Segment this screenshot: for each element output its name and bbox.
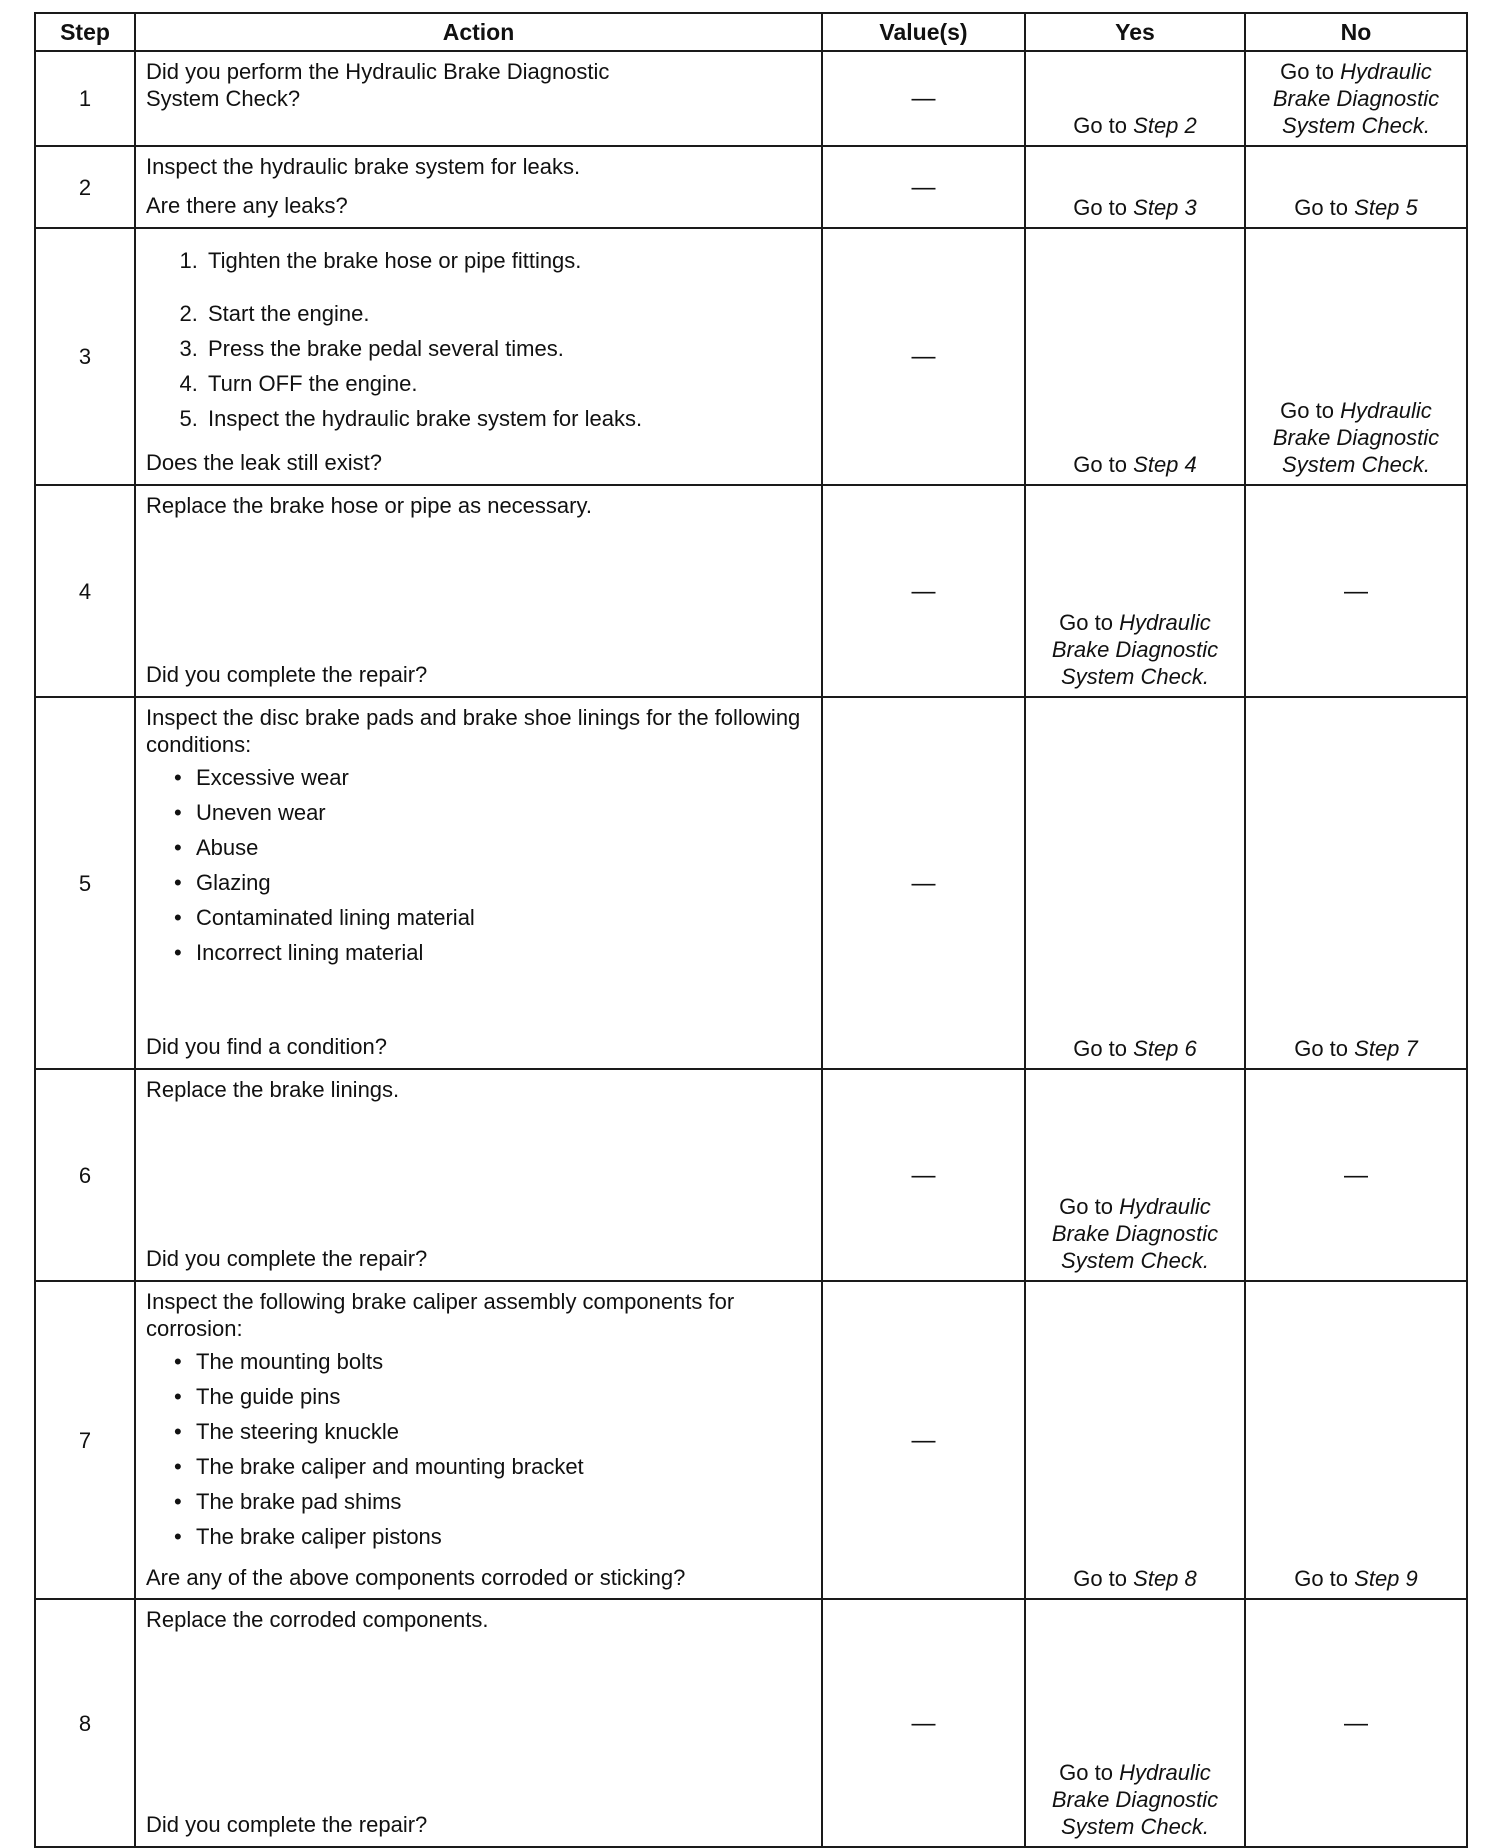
- action-cell: [135, 1069, 822, 1281]
- list-item: • Glazing: [196, 869, 811, 896]
- action-text: Replace the brake hose or pipe as necessary.: [146, 493, 592, 518]
- list-item: 2. Start the engine.: [204, 300, 811, 327]
- list-item: • The brake caliper and mounting bracket: [196, 1453, 811, 1480]
- action-text: Did you perform the Hydraulic Brake Diagnostic System Check?: [146, 59, 610, 111]
- no-cell: [1245, 1069, 1467, 1281]
- action-question: Are any of the above components corroded or sticking?: [146, 1565, 686, 1590]
- value-dash: —: [911, 577, 936, 605]
- action-cell: [135, 146, 822, 228]
- no-prefix: Go to: [1294, 1036, 1349, 1061]
- yes-target: Hydraulic Brake Diagnostic System Check.: [1051, 1194, 1219, 1273]
- action-text: Replace the corroded components.: [146, 1607, 489, 1632]
- value-dash: —: [911, 85, 936, 112]
- table-row: [35, 228, 1467, 485]
- step-number: 5: [35, 697, 135, 1069]
- yes-cell: [1025, 1069, 1245, 1281]
- no-cell: [1245, 697, 1467, 1069]
- yes-cell: [1025, 697, 1245, 1069]
- no-prefix: Go to: [1294, 195, 1349, 220]
- step-number: 6: [35, 1069, 135, 1281]
- yes-target: Hydraulic Brake Diagnostic System Check.: [1051, 610, 1219, 689]
- list-item: • The brake caliper pistons: [196, 1523, 811, 1550]
- no-cell: [1245, 1281, 1467, 1599]
- table-row: [35, 697, 1467, 1069]
- no-prefix: Go to: [1294, 1566, 1349, 1591]
- step-number: 7: [35, 1281, 135, 1599]
- action-cell: [135, 697, 822, 1069]
- action-question: Does the leak still exist?: [146, 450, 382, 475]
- yes-cell: [1025, 1599, 1245, 1847]
- no-cell: [1245, 228, 1467, 485]
- table-row: [35, 1281, 1467, 1599]
- yes-prefix: Go to: [1073, 195, 1128, 220]
- action-cell: [135, 228, 822, 485]
- table-row: [35, 146, 1467, 228]
- value-dash: —: [911, 1426, 936, 1454]
- table-row: [35, 485, 1467, 697]
- yes-prefix: Go to: [1073, 113, 1128, 138]
- table-header-row: [35, 13, 1467, 51]
- value-cell: [822, 146, 1025, 228]
- list-item: • Contaminated lining material: [196, 904, 811, 931]
- value-cell: [822, 1599, 1025, 1847]
- table-row: [35, 1069, 1467, 1281]
- list-item: 4. Turn OFF the engine.: [204, 370, 811, 397]
- action-text: Inspect the hydraulic brake system for leaks.: [146, 154, 581, 179]
- yes-prefix: Go to: [1059, 1194, 1113, 1219]
- yes-prefix: Go to: [1073, 1036, 1128, 1061]
- no-prefix: Go to: [1280, 59, 1334, 84]
- yes-target: Step 4: [1133, 452, 1197, 477]
- yes-prefix: Go to: [1073, 1566, 1128, 1591]
- no-prefix: Go to: [1280, 398, 1334, 423]
- action-question: Did you complete the repair?: [146, 1812, 428, 1837]
- step-number: 3: [35, 228, 135, 485]
- header-step: Step: [35, 13, 135, 51]
- header-values: Value(s): [822, 13, 1025, 51]
- list-item: 5. Inspect the hydraulic brake system for leaks.: [204, 405, 811, 432]
- step-number: 8: [35, 1599, 135, 1847]
- list-item: • The guide pins: [196, 1383, 811, 1410]
- action-question: Did you complete the repair?: [146, 1246, 428, 1271]
- list-item: • The brake pad shims: [196, 1488, 811, 1515]
- value-cell: [822, 1069, 1025, 1281]
- yes-cell: [1025, 146, 1245, 228]
- numbered-list: [146, 247, 811, 440]
- action-question: Are there any leaks?: [146, 193, 348, 218]
- bullet-list: [146, 764, 811, 974]
- no-cell: [1245, 146, 1467, 228]
- no-dash: —: [1344, 1161, 1368, 1189]
- no-cell: [1245, 51, 1467, 146]
- value-dash: —: [911, 869, 936, 897]
- yes-prefix: Go to: [1059, 1760, 1113, 1785]
- no-cell: [1245, 1599, 1467, 1847]
- list-item: • Incorrect lining material: [196, 939, 811, 966]
- action-question: Did you find a condition?: [146, 1034, 387, 1059]
- header-action: Action: [135, 13, 822, 51]
- value-dash: —: [911, 1709, 936, 1737]
- list-item: • Excessive wear: [196, 764, 811, 791]
- yes-cell: [1025, 485, 1245, 697]
- action-cell: [135, 485, 822, 697]
- yes-cell: [1025, 228, 1245, 485]
- list-item: • The steering knuckle: [196, 1418, 811, 1445]
- action-text: Inspect the following brake caliper assembly components for corrosion:: [146, 1289, 735, 1341]
- value-cell: [822, 697, 1025, 1069]
- header-yes: Yes: [1025, 13, 1245, 51]
- no-dash: —: [1344, 577, 1368, 605]
- yes-cell: [1025, 1281, 1245, 1599]
- value-cell: [822, 228, 1025, 485]
- yes-target: Step 8: [1133, 1566, 1197, 1591]
- list-item: • Abuse: [196, 834, 811, 861]
- value-cell: [822, 51, 1025, 146]
- no-target: Hydraulic Brake Diagnostic System Check.: [1272, 398, 1440, 477]
- step-number: 4: [35, 485, 135, 697]
- yes-prefix: Go to: [1059, 610, 1113, 635]
- action-text: Replace the brake linings.: [146, 1077, 400, 1102]
- action-cell: [135, 51, 822, 146]
- action-cell: [135, 1599, 822, 1847]
- yes-target: Step 6: [1133, 1036, 1197, 1061]
- value-cell: [822, 1281, 1025, 1599]
- no-target: Hydraulic Brake Diagnostic System Check.: [1272, 59, 1440, 138]
- list-item: 1. Tighten the brake hose or pipe fittings.: [204, 247, 811, 274]
- value-cell: [822, 485, 1025, 697]
- list-item: • The mounting bolts: [196, 1348, 811, 1375]
- yes-target: Step 2: [1133, 113, 1197, 138]
- no-cell: [1245, 485, 1467, 697]
- list-item: • Uneven wear: [196, 799, 811, 826]
- step-number: 1: [35, 51, 135, 146]
- yes-target: Hydraulic Brake Diagnostic System Check.: [1051, 1760, 1219, 1839]
- yes-cell: [1025, 51, 1245, 146]
- value-dash: —: [911, 173, 936, 201]
- no-target: Step 7: [1354, 1036, 1418, 1061]
- value-dash: —: [911, 1161, 936, 1189]
- value-dash: —: [911, 343, 936, 370]
- step-number: 2: [35, 146, 135, 228]
- yes-target: Step 3: [1133, 195, 1197, 220]
- action-cell: [135, 1281, 822, 1599]
- action-text: Inspect the disc brake pads and brake shoe linings for the following conditions:: [146, 705, 801, 757]
- no-target: Step 5: [1354, 195, 1418, 220]
- bullet-list: [146, 1348, 811, 1558]
- diagnostic-table: [34, 12, 1468, 1848]
- yes-prefix: Go to: [1073, 452, 1128, 477]
- list-item: 3. Press the brake pedal several times.: [204, 335, 811, 362]
- no-target: Step 9: [1354, 1566, 1418, 1591]
- header-no: No: [1245, 13, 1467, 51]
- table-row: [35, 1599, 1467, 1847]
- action-question: Did you complete the repair?: [146, 662, 428, 687]
- table-row: [35, 51, 1467, 146]
- no-dash: —: [1344, 1709, 1368, 1737]
